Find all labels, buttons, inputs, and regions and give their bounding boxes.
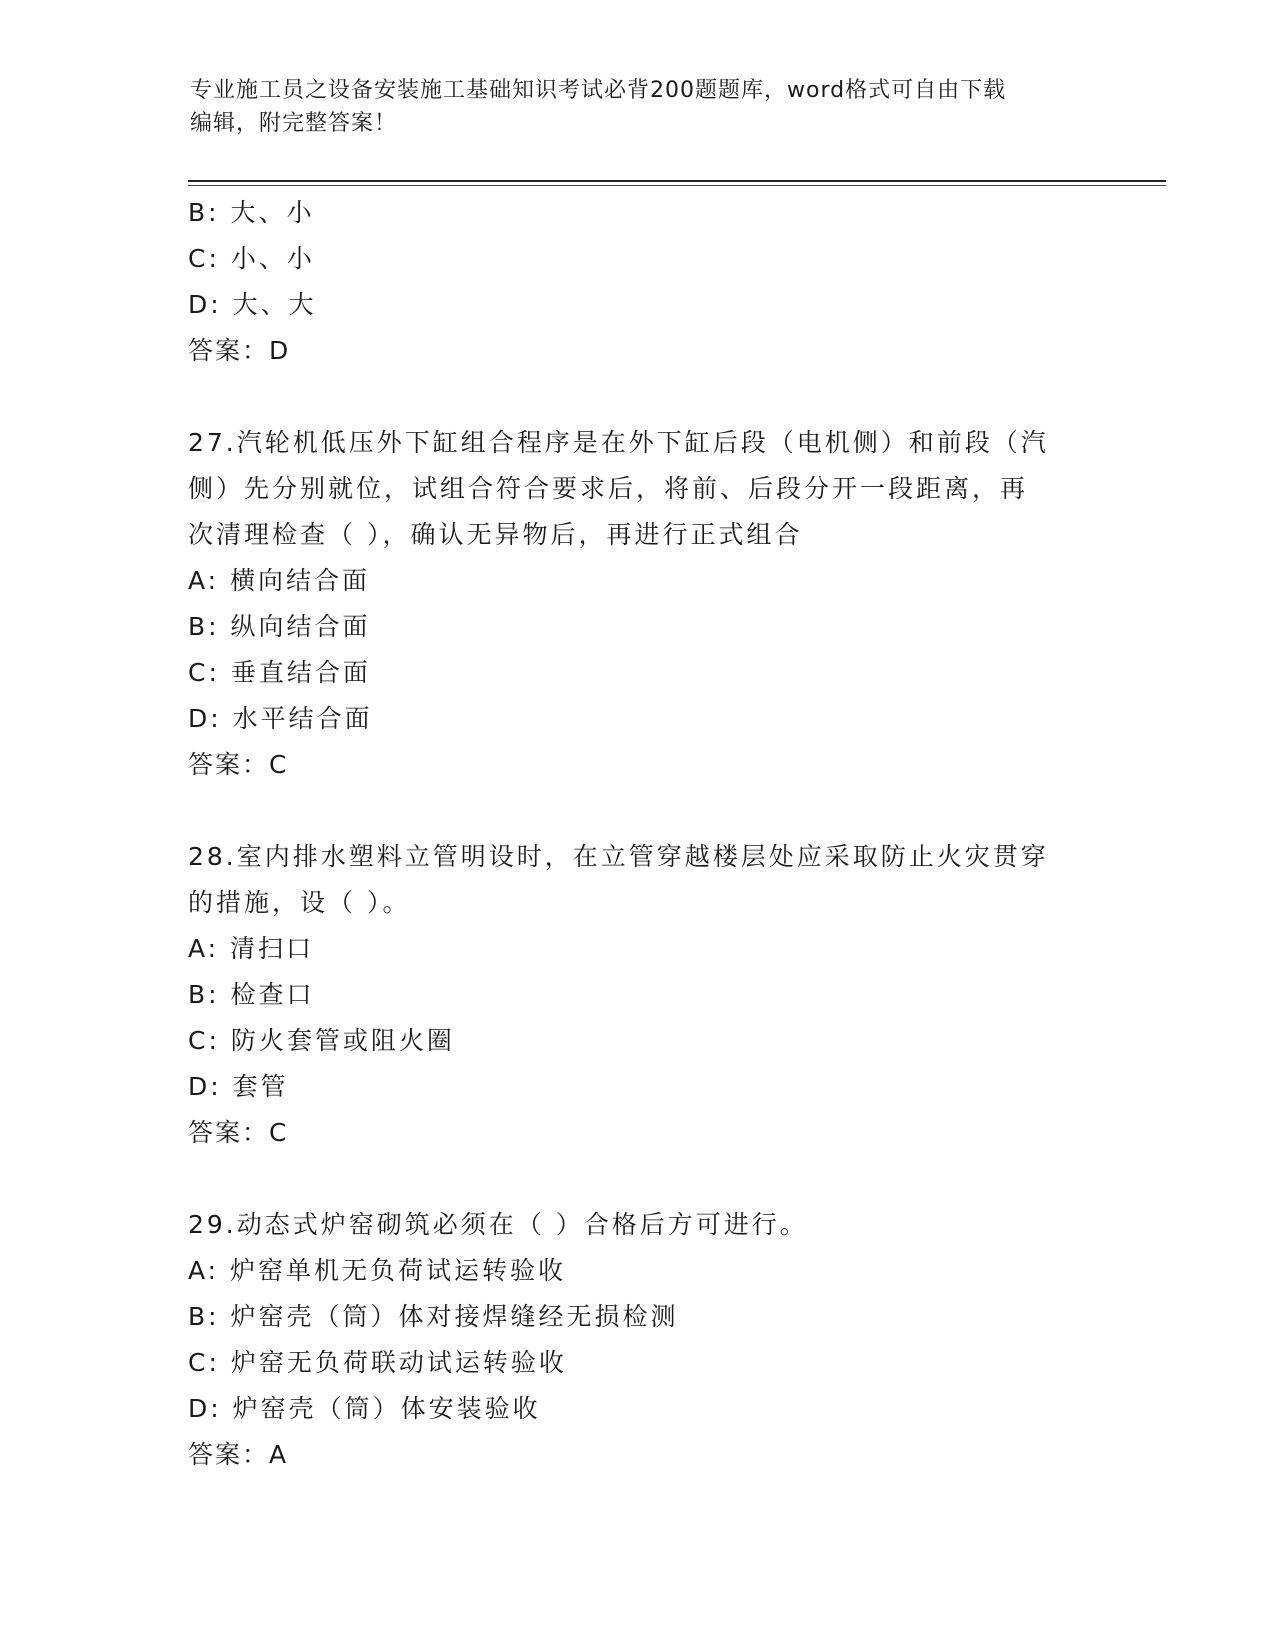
option-b: B: 检查口 xyxy=(188,980,315,1009)
option-d: D: 水平结合面 xyxy=(188,704,373,733)
option-a: A: 炉窑单机无负荷试运转验收 xyxy=(188,1256,567,1285)
document-body xyxy=(188,190,1088,1478)
option-d: D: 大、大 xyxy=(188,290,317,319)
question-29 xyxy=(188,1202,1088,1478)
question-stem-line: 28.室内排水塑料立管明设时，在立管穿越楼层处应采取防止火灾贯穿 xyxy=(188,842,1049,871)
option-c: C: 垂直结合面 xyxy=(188,658,371,687)
answer-line: 答案：C xyxy=(188,1118,289,1147)
header-divider-thick xyxy=(188,180,1166,182)
question-26-continuation xyxy=(188,190,1088,374)
question-stem-line: 的措施，设（ ）。 xyxy=(188,888,411,917)
question-stem-line: 27.汽轮机低压外下缸组合程序是在外下缸后段（电机侧）和前段（汽 xyxy=(188,428,1049,457)
option-a: A: 横向结合面 xyxy=(188,566,371,595)
header-title-line-1: 专业施工员之设备安装施工基础知识考试必背200题题库，word格式可自由下载 xyxy=(190,78,1007,103)
option-b: B: 大、小 xyxy=(188,198,315,227)
option-d: D: 炉窑壳（筒）体安装验收 xyxy=(188,1394,541,1423)
header-title-line-2: 编辑，附完整答案！ xyxy=(190,111,398,136)
option-c: C: 小、小 xyxy=(188,244,315,273)
spacer xyxy=(188,374,1088,420)
question-stem-line: 29.动态式炉窑砌筑必须在（ ）合格后方可进行。 xyxy=(188,1210,808,1239)
option-a: A: 清扫口 xyxy=(188,934,315,963)
option-b: B: 纵向结合面 xyxy=(188,612,371,641)
answer-line: 答案：A xyxy=(188,1440,289,1469)
option-d: D: 套管 xyxy=(188,1072,289,1101)
question-stem-line: 侧）先分别就位，试组合符合要求后，将前、后段分开一段距离，再 xyxy=(188,474,1029,503)
spacer xyxy=(188,788,1088,834)
question-28 xyxy=(188,834,1088,1156)
question-stem-line: 次清理检查（ ），确认无异物后，再进行正式组合 xyxy=(188,520,803,549)
question-27 xyxy=(188,420,1088,788)
option-c: C: 防火套管或阻火圈 xyxy=(188,1026,455,1055)
option-b: B: 炉窑壳（筒）体对接焊缝经无损检测 xyxy=(188,1302,679,1331)
header-divider-thin xyxy=(188,185,1166,186)
option-c: C: 炉窑无负荷联动试运转验收 xyxy=(188,1348,567,1377)
answer-line: 答案：C xyxy=(188,750,289,779)
answer-line: 答案：D xyxy=(188,336,291,365)
document-header xyxy=(190,74,1090,140)
spacer xyxy=(188,1156,1088,1202)
